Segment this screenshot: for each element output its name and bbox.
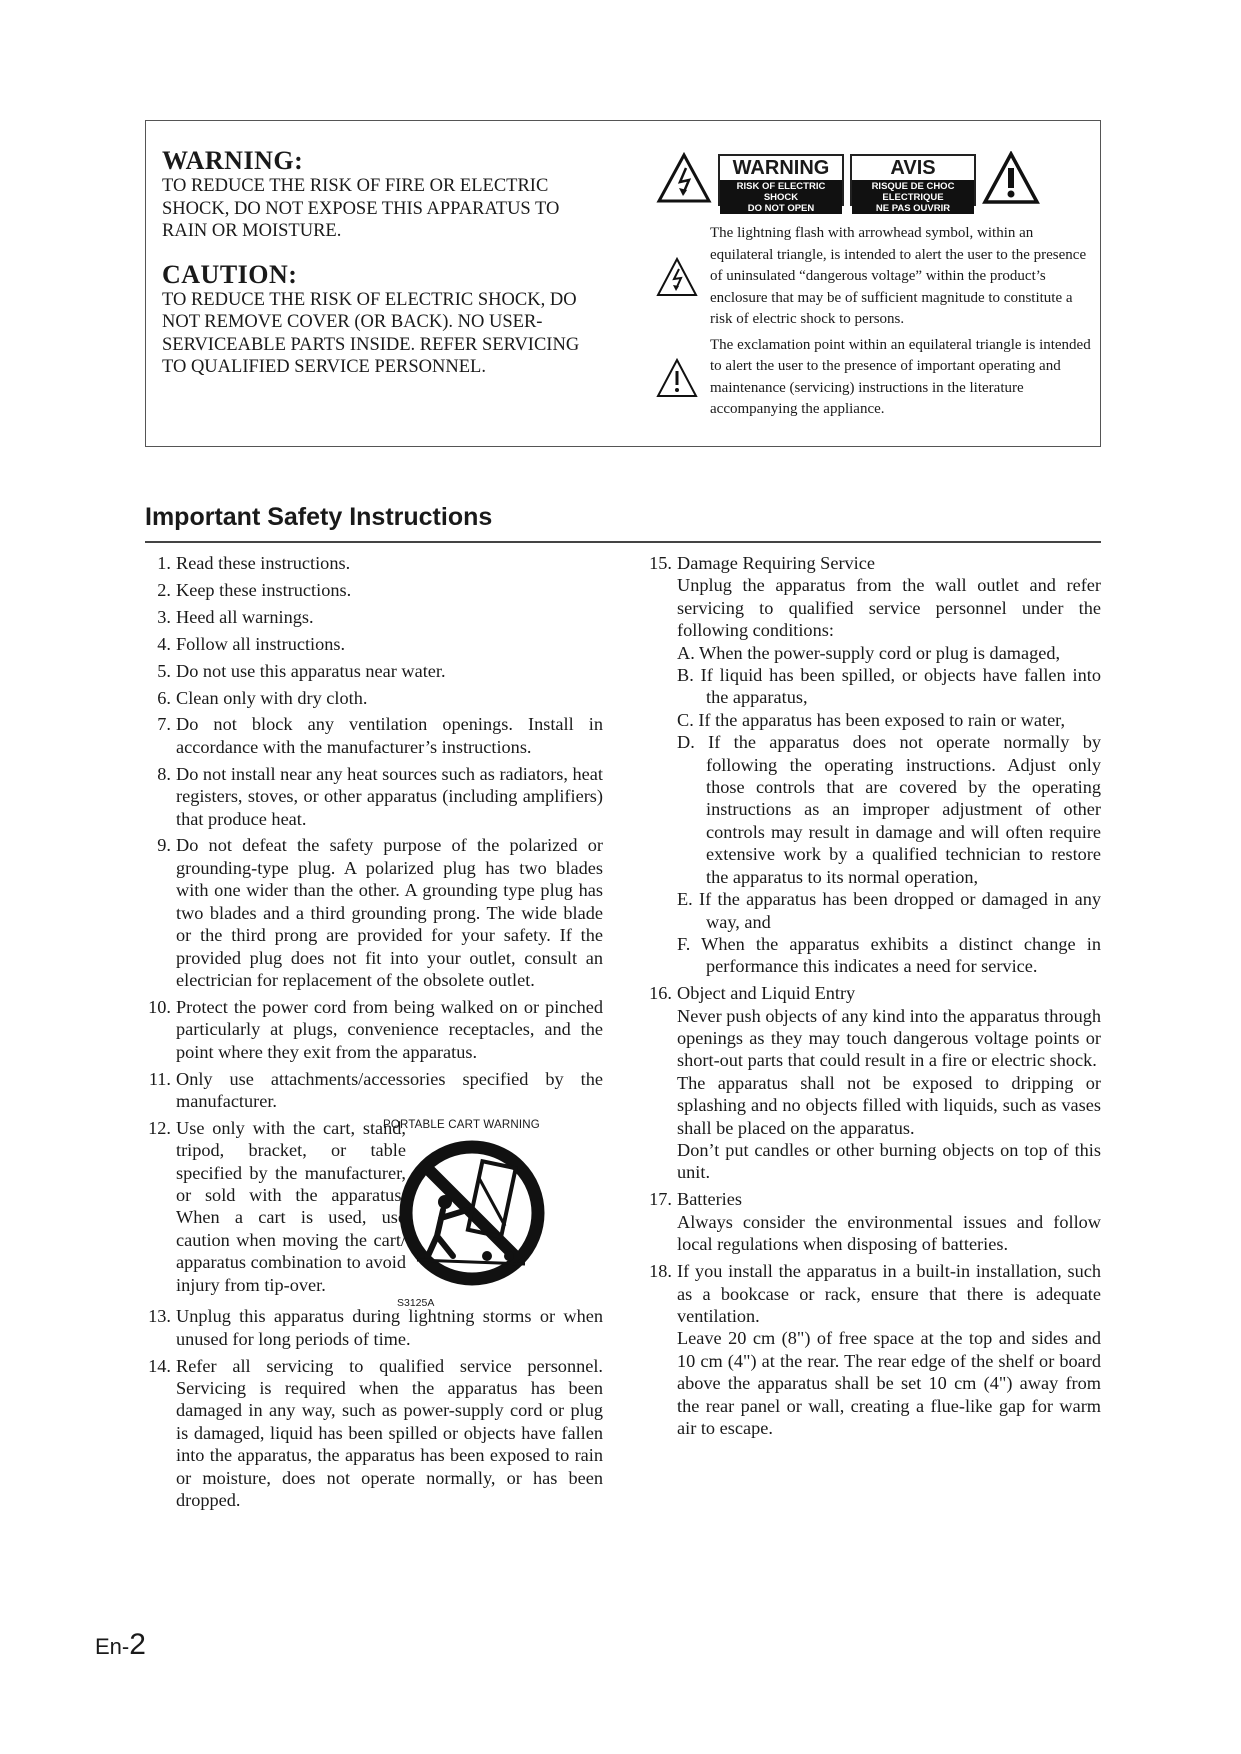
item-text: Follow all instructions. bbox=[176, 633, 346, 654]
item-text: Clean only with dry cloth. bbox=[176, 687, 368, 708]
section-title: Important Safety Instructions bbox=[145, 503, 493, 531]
item-number: 10. bbox=[148, 996, 171, 1017]
exclamation-small-icon bbox=[656, 335, 710, 421]
lightning-explanation-row bbox=[656, 223, 1092, 331]
sub-item: E. If the apparatus has been dropped or damaged in any way, and bbox=[677, 889, 1101, 932]
item-number: 17. bbox=[649, 1189, 672, 1210]
item-text: Read these instructions. bbox=[176, 553, 351, 573]
item-paragraph: If you install the apparatus in a built-in installation, such as a bookcase or rack, ensure that there is adequate ventilation. bbox=[677, 1261, 1101, 1326]
warning-label-line1: RISK OF ELECTRIC SHOCK bbox=[736, 181, 826, 203]
warning-text-block bbox=[162, 147, 592, 379]
instruction-item bbox=[145, 763, 603, 830]
item-paragraph: Never push objects of any kind into the apparatus through openings as they may touch dangerous voltage points or short-out parts that could result in a fire or electric shock. bbox=[677, 1005, 1101, 1071]
item-paragraph: The apparatus shall not be exposed to dripping or splashing and no objects filled with liquids, such as vases shall be placed on the apparatus. bbox=[677, 1072, 1101, 1138]
item-text: Keep these instructions. bbox=[176, 579, 352, 600]
warning-label-row bbox=[656, 151, 1092, 214]
item-number: 7. bbox=[157, 714, 171, 735]
sub-item: A. When the power-supply cord or plug is damaged, bbox=[677, 642, 1061, 663]
warning-symbols-block bbox=[656, 151, 1092, 421]
avis-label-line1: RISQUE DE CHOC ELECTRIQUE bbox=[871, 181, 955, 203]
instruction-item bbox=[145, 1068, 603, 1113]
item-text: Refer all servicing to qualified service personnel. Servicing is required when the apparatus has been damaged in any way, such as power-supply cord or plug is damaged, liquid has been spilled or objects have fallen into the apparatus, the apparatus has been exposed to rain or moisture, does not operate normally, or has been dropped. bbox=[176, 1355, 603, 1511]
item-text: Only use attachments/accessories specified by the manufacturer. bbox=[176, 1068, 603, 1111]
lightning-explanation: The lightning flash with arrowhead symbol, within an equilateral triangle, is intended to alert the user to the presence of uninsulated “dangerous voltage” within the product’s enclosure that may be of sufficient magnitude to constitute a risk of electric shock to persons. bbox=[710, 225, 1087, 327]
instruction-item-damage bbox=[646, 552, 1101, 978]
item-number: 5. bbox=[157, 660, 171, 681]
caution-heading: CAUTION: bbox=[162, 259, 298, 289]
instruction-item bbox=[145, 1355, 603, 1512]
item-number: 8. bbox=[157, 763, 171, 784]
item-title: Damage Requiring Service bbox=[677, 553, 875, 573]
item-text: Unplug this apparatus during lightning storms or when unused for long periods of time. bbox=[176, 1306, 603, 1349]
exclamation-triangle-icon bbox=[982, 151, 1040, 210]
page-number-prefix: En- bbox=[95, 1634, 130, 1659]
item-number: 4. bbox=[157, 633, 171, 654]
avis-label-line2: NE PAS OUVRIR bbox=[875, 203, 951, 214]
instruction-item bbox=[145, 1305, 603, 1350]
item-number: 1. bbox=[157, 553, 171, 573]
item-number: 13. bbox=[148, 1306, 171, 1327]
instruction-item-liquid bbox=[646, 982, 1101, 1184]
caution-text: TO REDUCE THE RISK OF ELECTRIC SHOCK, DO NOT REMOVE COVER (OR BACK). NO USER-SERVICEABLE PARTS INSIDE. REFER SERVICING TO QUALIFIED SERVICE PERSONNEL. bbox=[162, 289, 580, 377]
item-paragraph: Leave 20 cm (8") of free space at the top and sides and 10 cm (4") at the rear. The rear edge of the shelf or board above the apparatus shall be set 10 cm (4") away from the rear panel or wall, creating a flue-like gap for warm air to escape. bbox=[677, 1328, 1101, 1438]
cart-figure-code: S3125A bbox=[397, 1296, 435, 1309]
instruction-item bbox=[145, 834, 603, 991]
title-divider bbox=[145, 541, 1101, 543]
item-text: Do not block any ventilation openings. Install in accordance with the manufacturer’s instructions. bbox=[176, 714, 603, 757]
instruction-item bbox=[145, 579, 603, 601]
warning-caution-box bbox=[145, 120, 1101, 447]
item-text: Use only with the cart, stand, tripod, bracket, or table specified by the manufacturer, or sold with the apparatus. When a cart is used, use caution when moving the cart/ apparatus combination to avoid injury from tip-over. bbox=[176, 1117, 406, 1295]
item-title: Object and Liquid Entry bbox=[677, 983, 856, 1004]
item-text: Protect the power cord from being walked on or pinched particularly at plugs, convenience receptacles, and the point where they exit from the apparatus. bbox=[176, 996, 603, 1062]
instructions-left-column bbox=[145, 552, 603, 1516]
instruction-item bbox=[145, 552, 603, 574]
sub-item: F. When the apparatus exhibits a distinct change in performance this indicates a need for service. bbox=[677, 933, 1101, 977]
item-title: Batteries bbox=[677, 1189, 742, 1210]
sub-item: B. If liquid has been spilled, or objects have fallen into the apparatus, bbox=[677, 665, 1101, 708]
instruction-item-batteries bbox=[646, 1188, 1101, 1255]
item-paragraph: Unplug the apparatus from the wall outlet and refer servicing to qualified service personnel under the following conditions: bbox=[677, 575, 1101, 641]
lightning-triangle-icon bbox=[656, 152, 712, 209]
instruction-item bbox=[145, 687, 603, 709]
warning-label-subtext bbox=[720, 180, 842, 214]
page-number bbox=[95, 1628, 146, 1662]
avis-label-title: AVIS bbox=[852, 156, 974, 180]
sub-item: C. If the apparatus has been exposed to rain or water, bbox=[677, 709, 1066, 730]
item-number: 15. bbox=[649, 553, 672, 573]
instruction-item bbox=[145, 713, 603, 758]
warning-text: TO REDUCE THE RISK OF FIRE OR ELECTRIC SHOCK, DO NOT EXPOSE THIS APPARATUS TO RAIN OR MOISTURE. bbox=[162, 176, 560, 241]
item-number: 11. bbox=[148, 1068, 171, 1089]
item-number: 18. bbox=[649, 1261, 672, 1282]
instruction-item bbox=[145, 633, 603, 655]
item-text: Do not use this apparatus near water. bbox=[176, 660, 446, 681]
page-number-value: 2 bbox=[129, 1628, 146, 1661]
item-text: Do not install near any heat sources such as radiators, heat registers, stoves, or other apparatus (including amplifiers) that produce heat. bbox=[176, 763, 603, 829]
instruction-item-cart bbox=[145, 1117, 603, 1309]
warning-label-panel bbox=[718, 154, 844, 214]
item-number: 2. bbox=[157, 579, 171, 600]
warning-heading: WARNING: bbox=[162, 146, 304, 175]
item-number: 3. bbox=[157, 606, 171, 627]
item-number: 16. bbox=[649, 983, 672, 1004]
cart-warning-caption: PORTABLE CART WARNING bbox=[383, 1118, 540, 1131]
sub-item: D. If the apparatus does not operate normally by following the operating instructions. Adjust only those controls that are covered by the operating instructions as an improper adjustment of other controls may result in damage and will often require extensive work by a qualified technician to restore the apparatus to its normal operation, bbox=[677, 732, 1101, 887]
instruction-item-builtin bbox=[646, 1260, 1101, 1439]
avis-label-subtext bbox=[852, 180, 974, 214]
warning-label-title: WARNING bbox=[720, 156, 842, 180]
item-text: Heed all warnings. bbox=[176, 606, 314, 627]
item-text: Do not defeat the safety purpose of the polarized or grounding-type plug. A polarized plug has two blades with one wider than the other. A grounding type plug has two blades and a third grounding prong. The wide blade or the third prong are provided for your safety. If the provided plug does not fit into your outlet, consult an electrician for replacement of the obsolete outlet. bbox=[176, 835, 603, 990]
item-number: 12. bbox=[148, 1117, 171, 1138]
instruction-item bbox=[145, 606, 603, 628]
exclamation-explanation-row bbox=[656, 335, 1092, 421]
cart-warning-figure bbox=[383, 1114, 563, 1309]
lightning-small-icon bbox=[656, 223, 710, 331]
item-number: 6. bbox=[157, 687, 171, 708]
item-paragraph: Always consider the environmental issues and follow local regulations when disposing of batteries. bbox=[677, 1211, 1101, 1255]
instruction-item bbox=[145, 660, 603, 682]
instructions-right-column bbox=[646, 552, 1101, 1444]
item-paragraph: Don’t put candles or other burning objects on top of this unit. bbox=[677, 1140, 1101, 1183]
exclamation-explanation: The exclamation point within an equilateral triangle is intended to alert the user to the presence of important operating and maintenance (servicing) instructions in the literature accompanying the appliance. bbox=[710, 336, 1091, 417]
item-number: 14. bbox=[148, 1355, 171, 1376]
warning-label-line2: DO NOT OPEN bbox=[747, 203, 815, 214]
avis-label-panel bbox=[850, 154, 976, 214]
cart-tip-over-icon bbox=[397, 1138, 547, 1293]
item-number: 9. bbox=[157, 835, 171, 856]
instruction-item bbox=[145, 996, 603, 1063]
